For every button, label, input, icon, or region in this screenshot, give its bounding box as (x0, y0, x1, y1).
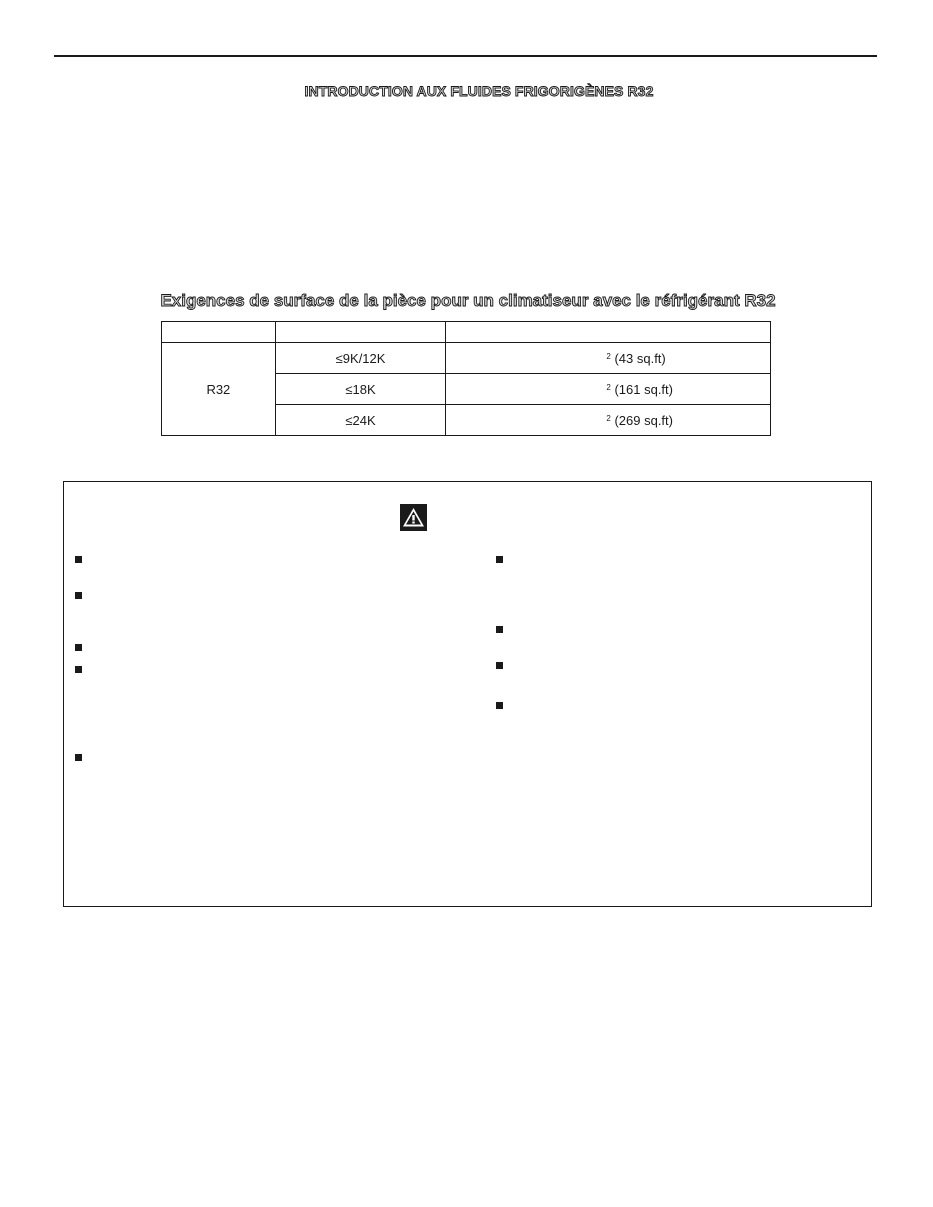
table-header-cell (446, 322, 771, 343)
area-superscript: 2 (606, 382, 611, 392)
area-cell (446, 343, 771, 374)
bullet-marker (75, 556, 82, 563)
bullet-marker (496, 626, 503, 633)
table-row (162, 343, 771, 374)
bullet-marker (496, 662, 503, 669)
area-cell (446, 405, 771, 436)
room-area-table (161, 321, 771, 436)
bullet-marker (75, 666, 82, 673)
capacity-cell: ≤24K (275, 405, 446, 436)
area-value: (269 sq.ft) (614, 412, 673, 428)
top-rule (54, 55, 877, 57)
warning-triangle-icon (400, 504, 427, 531)
table-header-cell (275, 322, 446, 343)
caution-box (63, 481, 872, 907)
capacity-cell: ≤18K (275, 374, 446, 405)
table-title: Exigences de surface de la pièce pour un climatiseur avec le réfrigérant R32 (160, 291, 776, 310)
bullet-marker (496, 556, 503, 563)
capacity-cell: ≤9K/12K (275, 343, 446, 374)
bullet-marker (75, 754, 82, 761)
table-header-row (162, 322, 771, 343)
area-superscript: 2 (606, 413, 611, 423)
area-value: (43 sq.ft) (614, 350, 666, 366)
page-title: INTRODUCTION AUX FLUIDES FRIGORIGÈNES R32 (304, 83, 654, 99)
bullet-marker (75, 592, 82, 599)
area-cell (446, 374, 771, 405)
table-header-cell (162, 322, 276, 343)
bullet-marker (496, 702, 503, 709)
area-superscript: 2 (606, 351, 611, 361)
refrigerant-cell: R32 (162, 343, 276, 436)
bullet-marker (75, 644, 82, 651)
area-value: (161 sq.ft) (614, 381, 673, 397)
